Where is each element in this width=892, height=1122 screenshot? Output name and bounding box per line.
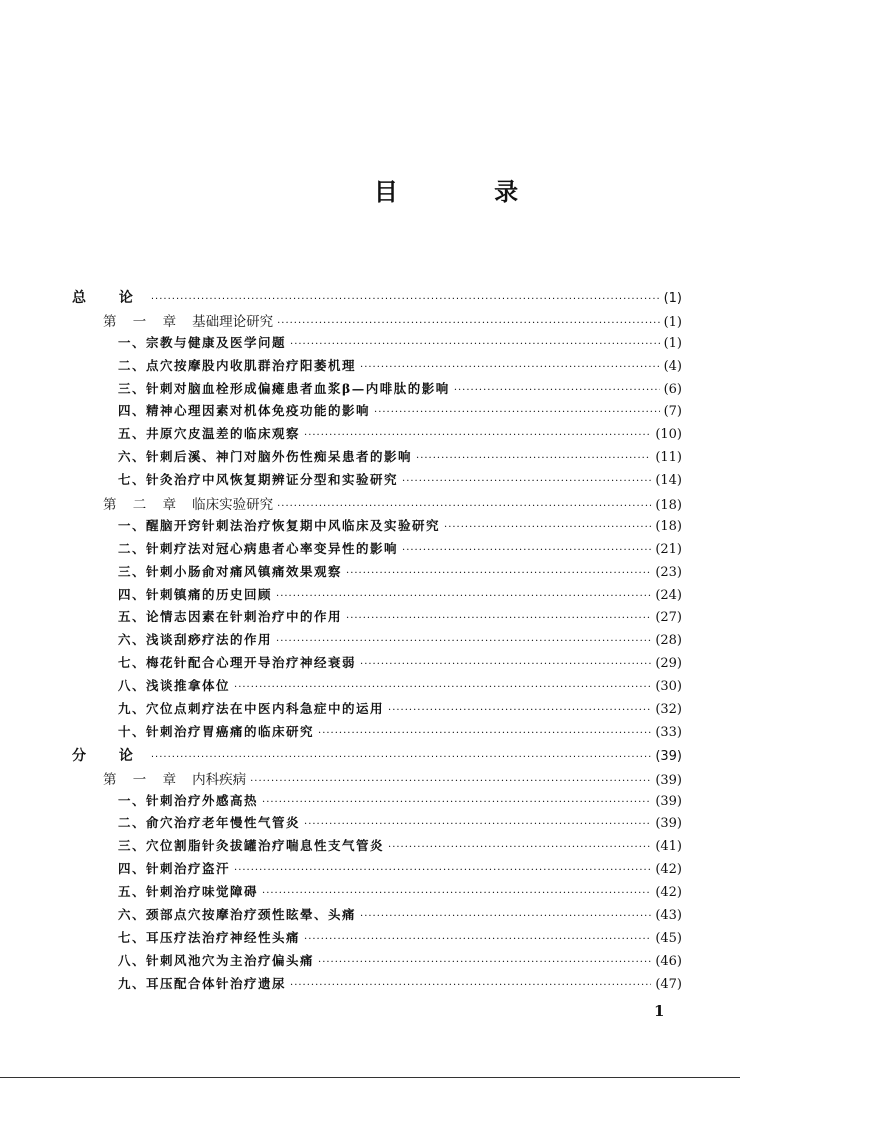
toc-entry-title: 九、穴位点刺疗法在中医内科急症中的运用 [118, 701, 385, 717]
toc-entry-sec[interactable] [72, 447, 682, 470]
dot-leader [290, 339, 660, 350]
toc-entry-sec[interactable] [72, 653, 682, 676]
toc-entry-sec[interactable] [72, 813, 682, 836]
toc-entry-sec[interactable] [72, 699, 682, 722]
toc-entry-sec[interactable] [72, 470, 682, 493]
dot-leader [444, 522, 651, 533]
toc-entry-sec[interactable] [72, 836, 682, 859]
toc-entry-sec[interactable] [72, 859, 682, 882]
toc-entry-sec[interactable] [72, 401, 682, 424]
dot-leader [234, 865, 651, 876]
toc-entry-title: 十、针刺治疗胃癌痛的临床研究 [118, 723, 315, 739]
toc-entry-title: 五、针刺治疗味觉障碍 [118, 884, 259, 900]
dot-leader [402, 545, 651, 556]
dot-leader [151, 752, 651, 763]
chapter-title: 基础理论研究 [192, 313, 274, 330]
dot-leader [234, 682, 651, 693]
dot-leader [304, 934, 651, 945]
toc-entry-title: 六、颈部点穴按摩治疗颈性眩晕、头痛 [118, 907, 357, 923]
toc-entry-title: 三、穴位割脂针灸拔罐治疗喘息性支气管炎 [118, 838, 385, 854]
toc-entry-title: 六、浅谈刮痧疗法的作用 [118, 632, 273, 648]
toc-page-number: (42) [655, 885, 682, 901]
toc-page-number: (1) [663, 335, 682, 351]
toc-entry-chap[interactable] [72, 768, 682, 791]
toc-entry-title: 三、针刺对脑血栓形成偏瘫患者血浆β—内啡肽的影响 [118, 380, 450, 396]
dot-leader [416, 453, 651, 464]
toc-page-number: (1) [663, 314, 682, 330]
toc-page-number: (4) [663, 358, 682, 374]
dot-leader [388, 705, 651, 716]
toc-entry-title: 八、浅谈推拿体位 [118, 678, 231, 694]
dot-leader [360, 362, 660, 373]
dot-leader [346, 568, 651, 579]
dot-leader [277, 501, 651, 512]
toc-page-number: (42) [655, 862, 682, 878]
toc-entry-title: 七、针灸治疗中风恢复期辨证分型和实验研究 [118, 472, 399, 488]
toc-page-number: (10) [655, 427, 682, 443]
toc-entry-sec[interactable] [72, 585, 682, 608]
toc-page-number: (18) [655, 498, 682, 514]
toc-entry-sec[interactable] [72, 562, 682, 585]
toc-page-number: (39) [655, 748, 682, 764]
chapter-number: 第 二 章 [103, 497, 183, 514]
toc-entry-title: 分 论 [72, 747, 147, 764]
toc-entry-sec[interactable] [72, 356, 682, 379]
toc-entry-title: 四、针刺镇痛的历史回顾 [118, 586, 273, 602]
dot-leader [304, 819, 651, 830]
toc-entry-title: 一、针刺治疗外感高热 [118, 792, 259, 808]
dot-leader [346, 613, 651, 624]
toc-page-number: (23) [655, 564, 682, 580]
toc-entry-sec[interactable] [72, 516, 682, 539]
toc-entry-title [103, 310, 273, 330]
toc-entry-sec[interactable] [72, 379, 682, 402]
toc-entry-title: 七、耳压疗法治疗神经性头痛 [118, 929, 301, 945]
bottom-rule [0, 1077, 740, 1078]
dot-leader [151, 294, 660, 305]
toc-page-number: (39) [655, 793, 682, 809]
dot-leader [360, 911, 651, 922]
toc-page-number: (1) [663, 291, 682, 306]
table-of-contents [72, 287, 682, 997]
toc-page-number: (29) [655, 656, 682, 672]
dot-leader [318, 957, 651, 968]
toc-entry-chap[interactable] [72, 310, 682, 333]
toc-page-number: (39) [655, 816, 682, 832]
toc-page-number: (24) [655, 587, 682, 603]
dot-leader [277, 318, 659, 329]
toc-page-number: (33) [655, 724, 682, 740]
toc-entry-title: 七、梅花针配合心理开导治疗神经衰弱 [118, 655, 357, 671]
toc-entry-part[interactable] [72, 287, 682, 310]
toc-entry-title: 三、针刺小肠俞对痛风镇痛效果观察 [118, 563, 343, 579]
toc-page-number: (32) [655, 702, 682, 718]
toc-entry-title: 九、耳压配合体针治疗遗尿 [118, 975, 287, 991]
toc-page-number: (43) [655, 908, 682, 924]
page-number: 1 [654, 1002, 665, 1020]
toc-entry-sec[interactable] [72, 722, 682, 745]
chapter-title: 内科疾病 [192, 771, 247, 788]
toc-page-number: (47) [655, 976, 682, 992]
toc-entry-title: 四、针刺治疗盗汗 [118, 861, 231, 877]
toc-entry-title: 八、针刺风池穴为主治疗偏头痛 [118, 952, 315, 968]
dot-leader [360, 659, 651, 670]
toc-entry-sec[interactable] [72, 676, 682, 699]
toc-entry-sec[interactable] [72, 424, 682, 447]
toc-page-number: (46) [655, 953, 682, 969]
toc-page-number: (39) [655, 772, 682, 788]
toc-entry-title: 五、论情志因素在针刺治疗中的作用 [118, 609, 343, 625]
dot-leader [454, 385, 660, 396]
toc-entry-title [103, 493, 273, 513]
page-title: 目 录 [373, 178, 563, 206]
chapter-number: 第 一 章 [103, 313, 183, 330]
toc-entry-chap[interactable] [72, 493, 682, 516]
dot-leader [262, 797, 651, 808]
toc-entry-sec[interactable] [72, 607, 682, 630]
toc-entry-title: 总 论 [72, 290, 147, 306]
toc-page-number: (7) [663, 404, 682, 420]
toc-entry-title: 四、精神心理因素对机体免疫功能的影响 [118, 403, 371, 419]
toc-entry-title: 一、宗教与健康及医学问题 [118, 334, 287, 350]
toc-entry-title [103, 768, 246, 788]
toc-entry-sec[interactable] [72, 905, 682, 928]
chapter-number: 第 一 章 [103, 771, 183, 788]
toc-entry-sec[interactable] [72, 630, 682, 653]
toc-page-number: (45) [655, 930, 682, 946]
toc-entry-sec[interactable] [72, 951, 682, 974]
dot-leader [276, 636, 651, 647]
toc-page-number: (14) [655, 473, 682, 489]
toc-entry-title: 六、针刺后溪、神门对脑外伤性痴呆患者的影响 [118, 449, 413, 465]
chapter-title: 临床实验研究 [192, 497, 274, 514]
toc-entry-sec[interactable] [72, 974, 682, 997]
toc-entry-title: 一、醒脑开窍针刺法治疗恢复期中风临床及实验研究 [118, 517, 441, 533]
toc-page-number: (27) [655, 610, 682, 626]
toc-entry-title: 二、点穴按摩股内收肌群治疗阳萎机理 [118, 357, 357, 373]
toc-page-number: (21) [655, 541, 682, 557]
dot-leader [374, 407, 660, 418]
toc-entry-part[interactable] [72, 745, 682, 768]
dot-leader [402, 476, 651, 487]
dot-leader [304, 430, 651, 441]
dot-leader [290, 980, 651, 991]
toc-page-number: (11) [655, 450, 682, 466]
dot-leader [250, 776, 651, 787]
toc-entry-title: 二、针刺疗法对冠心病患者心率变异性的影响 [118, 540, 399, 556]
toc-entry-sec[interactable] [72, 882, 682, 905]
toc-entry-sec[interactable] [72, 333, 682, 356]
dot-leader [388, 842, 651, 853]
toc-page-number: (18) [655, 518, 682, 534]
toc-entry-title: 五、井原穴皮温差的临床观察 [118, 426, 301, 442]
toc-entry-sec[interactable] [72, 791, 682, 814]
dot-leader [318, 728, 651, 739]
toc-entry-sec[interactable] [72, 928, 682, 951]
toc-page-number: (30) [655, 679, 682, 695]
toc-page-number: (6) [663, 381, 682, 397]
toc-page-number: (41) [655, 839, 682, 855]
dot-leader [262, 888, 651, 899]
toc-entry-title: 二、俞穴治疗老年慢性气管炎 [118, 815, 301, 831]
toc-entry-sec[interactable] [72, 539, 682, 562]
toc-page-number: (28) [655, 633, 682, 649]
dot-leader [276, 591, 651, 602]
